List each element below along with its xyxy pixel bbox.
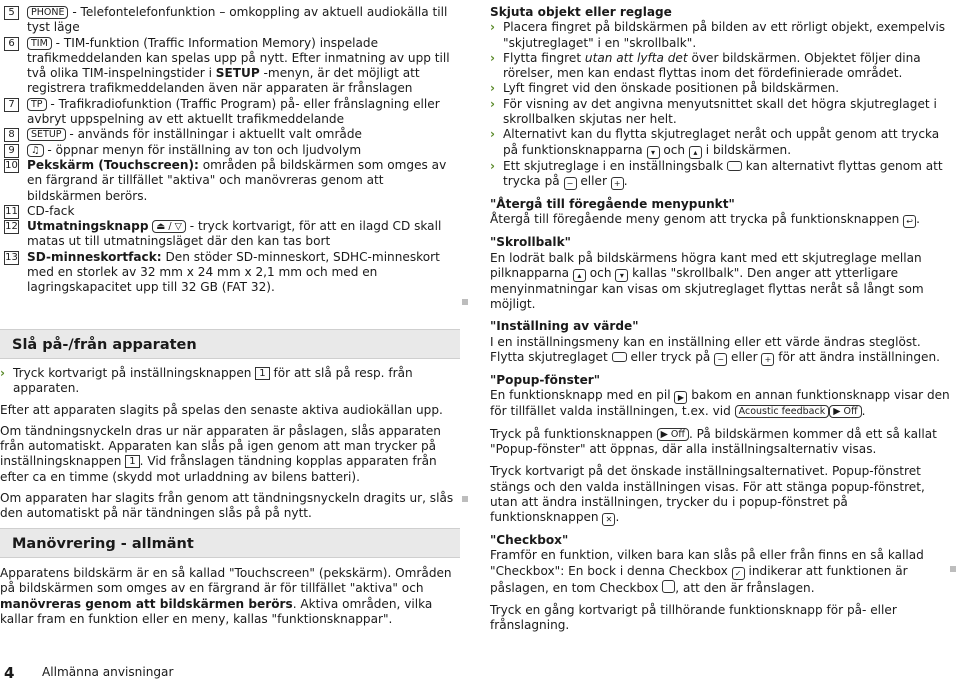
heading-back: "Återgå till föregående menypunkt" [490,196,735,211]
item-text: områden på bildskärmen som omges av en färgrand är tillfället "aktiva" och manövreras genom att bildskärmen berörs. [27,157,447,203]
item-bold: SD-minneskortfack: [27,249,162,264]
paragraph-text: I en inställningsmeny kan en inställning eller ett värde ändras steglöst. Flytta skjutreglaget [490,334,921,365]
bullet-text: och [659,142,689,157]
setup-label: SETUP [215,66,260,81]
bullet [490,51,954,82]
heading-popup: "Popup-fönster" [490,373,601,388]
paragraph [0,566,460,627]
back-icon: ↩ [903,215,916,228]
heading-slide: Skjuta objekt eller reglage [490,5,672,19]
tim-key: TIM [27,37,52,50]
item-text: - öppnar menyn för inställning av ton och ljudvolym [43,142,362,157]
arrow-icon: › [490,96,495,111]
item-text-cont: -menyn, är det möjligt att registrera trafikmeddelanden även när apparaten är frånslagen [27,66,420,96]
page-footer [4,664,174,682]
bullet-text: eller [576,173,611,188]
paragraph-text: bakom en annan funktionsknapp visar den för tillfället valda inställningen, t.ex. vid [490,388,950,419]
paragraph [490,548,954,596]
bullet-text-cont: för att slå på resp. från apparaten. [13,366,413,396]
heading-value-setting: "Inställning av värde" [490,319,639,334]
play-arrow-icon: ▶ [674,391,687,404]
paragraph-text-cont: . [916,212,921,227]
bullet [490,81,954,96]
legend-list [0,5,460,296]
legend-item-8 [0,127,460,142]
paragraph-text: En funktionsknapp med en pil [490,388,675,403]
off-key: ▶ Off [657,428,689,441]
checked-checkbox-icon: ✓ [732,567,745,580]
bullet-text-cont: i bildskärmen. [701,142,792,157]
eject-key-icon: ⏏ / ▽ [152,220,186,233]
arrow-down-icon: ▾ [615,269,628,282]
item-text: - Trafikradiofunktion (Traffic Program) på- eller frånslagning eller avbryt uppspelning av ett aktuellt trafikmeddelande [27,96,440,127]
item-number: 12 [5,221,18,233]
item-number: 7 [4,98,19,112]
legend-item-5 [0,5,460,36]
arrow-up-icon: ▴ [689,146,702,159]
item-text: Den stöder SD-minneskort, SDHC-minneskort med en storlek av 32 mm x 24 mm x 2,1 mm och med en lagringskapacitet upp till 32 GB (FAT 32). [27,249,440,295]
setup-key: SETUP [27,128,66,141]
bullet-italic: utan att lyfta det [584,50,688,65]
arrow-icon: › [490,20,495,35]
knob-number: 1 [255,367,269,380]
paragraph [490,212,954,228]
paragraph-text-cont: , att den är frånslagen. [675,580,815,595]
close-icon: ✕ [602,513,615,526]
bullet-text: För visning av det angivna menyutsnittet skall det högra skjutreglaget i skrollbalken skjutas ner helt. [503,96,937,127]
arrow-icon: › [490,158,495,173]
paragraph-text: En lodrät balk på bildskärmens högra kant med ett skjutreglage mellan pilknapparna [490,250,922,280]
item-text: - Telefontelefonfunktion – omkoppling av aktuell audiokälla till tyst läge [27,5,448,35]
bullet [490,97,954,128]
item-number: 9 [4,144,19,158]
plus-icon: + [761,353,774,366]
slider-bar-icon [727,161,742,171]
paragraph-text-cont: . [615,510,620,525]
footer-title: Allmänna anvisningar [42,665,174,679]
item-number: 10 [5,159,18,171]
legend-item-11 [0,204,460,219]
bullet-text-cont: . [623,173,628,188]
item-bold: Pekskärm (Touchscreen): [27,157,199,172]
minus-icon: − [714,353,727,366]
item-text: - tryck kortvarigt, för att en ilagd CD skall matas ut till utmatningsläget där den kan tas bort [27,219,442,249]
plus-icon: + [611,177,624,190]
section-end-marker [462,496,468,502]
paragraph-text: Apparatens bildskärm är en så kallad "Touchscreen" (pekskärm). Områden på bildskärmen som omges av en färgrand är för tillfället "aktiva" och [0,566,452,596]
paragraph [0,424,460,485]
section-end-marker [950,566,956,572]
item-bold: Utmatningsknapp [27,219,149,234]
empty-checkbox-icon [662,580,675,593]
arrow-up-icon: ▴ [573,269,586,282]
acoustic-feedback-key: Acoustic feedback [735,405,830,418]
legend-item-12 [0,219,460,250]
bullet-text: Flytta fingret [503,50,585,65]
section-heading-operation: Manövrering - allmänt [0,528,460,558]
paragraph-text: indikerar att funktionen är påslagen, en tom Checkbox [490,563,908,595]
bullet [490,20,954,51]
phone-key: PHONE [27,6,68,19]
off-key: ▶ Off [829,405,861,418]
paragraph-text-cont: . Vid frånslagen tändning kopplas apparaten från efter ca en timme (skydd mot urladdning av bilens batteri). [0,454,437,484]
page-number: 4 [4,664,15,682]
bullet-text: Placera fingret på bildskärmen på bilden av ett rörligt objekt, exempelvis "skjutreglaget" i en "skrollbalk". [503,20,946,50]
legend-item-13 [0,250,460,296]
bullet-text: Tryck kortvarigt på inställningsknappen [13,366,256,380]
arrow-down-icon: ▾ [647,146,660,159]
tp-key: TP [27,98,47,111]
paragraph-text: eller [727,350,762,365]
section-operation-body [0,566,460,627]
paragraph-text: eller tryck på [626,350,715,365]
legend-item-6 [0,36,460,97]
minus-icon: − [564,177,577,190]
paragraph-text-cont: . [861,404,866,419]
sound-key-icon: ♫ [27,144,44,157]
paragraph-text-cont: kallas "skrollbalk". Den anger att ytterligare menyinmatningar kan visas om skjutreglaget flyttas neråt så långt som möjligt. [490,265,924,312]
arrow-icon: › [490,81,495,96]
heading-scrollbar: "Skrollbalk" [490,235,571,250]
legend-item-7 [0,97,460,128]
paragraph: Efter att apparaten slagits på spelas den senaste aktiva audiokällan upp. [0,402,443,417]
bullet-text: kan alternativt flyttas genom att trycka på [503,158,943,188]
paragraph-text-cont: för att ändra inställningen. [774,350,940,365]
item-text: CD-fack [27,203,75,218]
paragraph [490,388,954,419]
slider-bar-icon [612,352,627,362]
item-text: - används för inställningar i aktuellt valt område [65,127,362,142]
bullet [490,159,954,190]
paragraph-text: Framför en funktion, vilken bara kan slås på eller från finns en så kallad "Checkbox": En bock i denna Checkbox [490,548,924,578]
arrow-icon: › [490,127,495,142]
bullet-text: Ett skjutreglage i en inställningsbalk [503,158,727,173]
paragraph-text: Återgå till föregående meny genom att trycka på funktionsknappen [490,212,904,227]
section-power-body [0,366,460,522]
paragraph [490,335,954,366]
bullet-text: Alternativt kan du flytta skjutreglaget neråt och uppåt genom att trycka på funktionsknapparna [503,127,940,157]
paragraph: Om apparaten har slagits från genom att tändningsnyckeln dragits ur, slås den automatiskt på när tändningen slås på på nytt. [0,491,454,521]
paragraph-bold: manövreras genom att bildskärmen berörs [0,596,293,611]
item-number: 5 [4,6,19,20]
bullet-text: Lyft fingret vid den önskade positionen på bildskärmen. [503,81,840,96]
paragraph-text-cont: . Aktiva områden, vilka kallar fram en funktion eller en meny, kallas "funktionsknappar". [0,596,433,626]
section-end-marker [462,299,468,305]
bullet [490,127,954,158]
paragraph-text-cont: . På bildskärmen kommer då ett så kallat "Popup-fönster" att öppnas, där alla inställningsalternativ visas. [490,426,937,456]
paragraph-text: Om tändningsnyckeln dras ur när apparaten är påslagen, slås apparaten från automatiskt. Apparaten kan slås på igen genom att man trycker på inställningsknappen [0,423,441,469]
legend-item-10 [0,158,460,204]
instruction-bullet [0,366,460,397]
arrow-icon: › [490,50,495,65]
item-number: 6 [4,37,19,51]
paragraph-text: Tryck kortvarigt på det önskade inställningsalternativet. Popup-fönstret stängs och den valda inställningen visas. För att stänga popup-fönstret, utan att ändra inställningen, trycker du i popup-fönstret på funktionsknappen [490,464,925,525]
paragraph [490,464,954,526]
right-content [490,5,954,634]
item-number: 13 [5,251,18,263]
arrow-icon: › [0,366,5,380]
paragraph [490,251,954,313]
paragraph-text: och [585,265,616,280]
knob-number: 1 [125,455,139,468]
paragraph [490,427,954,458]
bullet-text-cont: över bildskärmen. Objektet följer dina rörelser, men kan endast flyttas inom det fördefinierade området. [503,50,921,81]
heading-checkbox: "Checkbox" [490,533,569,548]
item-text: - TIM-funktion (Traffic Information Memory) inspelade trafikmeddelanden kan spelas upp på nytt. Efter inmatning av upp till två olika TIM-inspelningstider i [27,35,450,81]
section-heading-power: Slå på-/från apparaten [0,329,460,359]
paragraph: Tryck en gång kortvarigt på tillhörande funktionsknapp för på- eller frånslagning. [490,603,897,633]
item-number: 8 [4,128,19,142]
legend-item-9 [0,143,460,158]
paragraph-text: Tryck på funktionsknappen [490,426,657,441]
item-number: 11 [5,205,18,217]
